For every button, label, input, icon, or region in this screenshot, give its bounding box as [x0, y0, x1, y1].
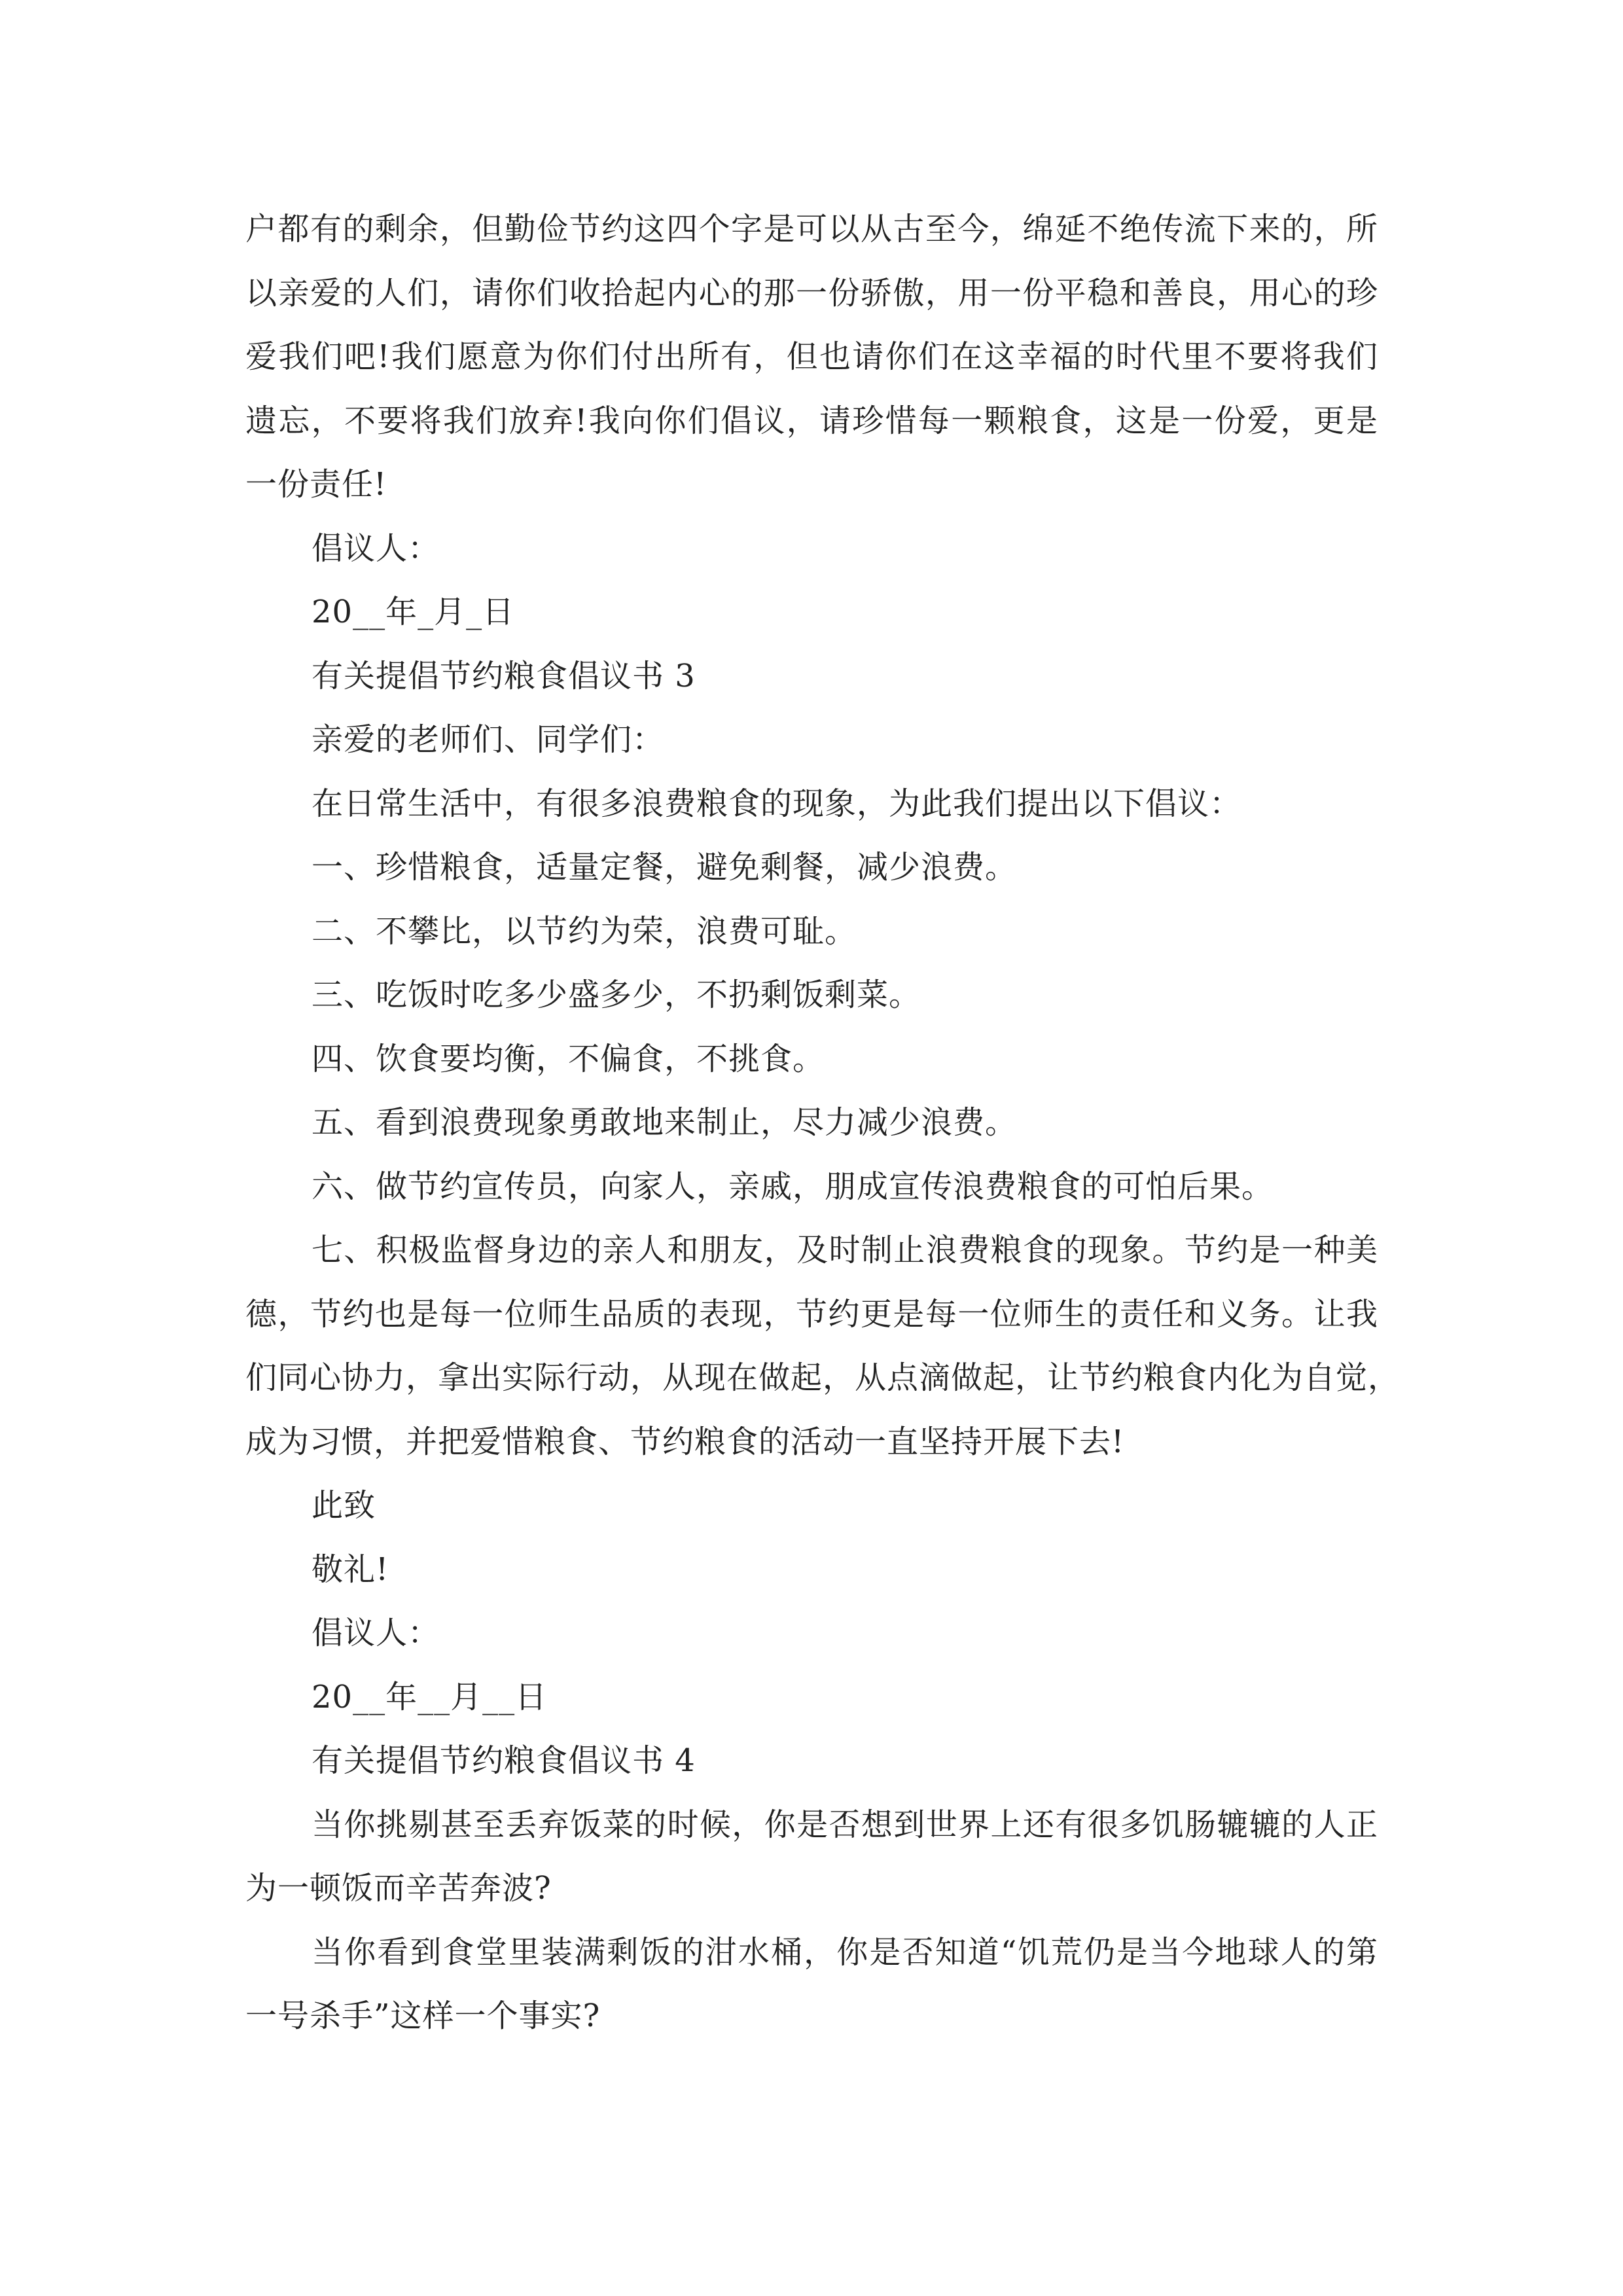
text-line: 以亲爱的人们，请你们收拾起内心的那一份骄傲，用一份平稳和善良，用心的珍 [245, 274, 1378, 312]
text-line: 有关提倡节约粮食倡议书 3 [312, 657, 696, 694]
text-line: 倡议人： [312, 529, 440, 567]
text-line: 爱我们吧!我们愿意为你们付出所有，但也请你们在这幸福的时代里不要将我们 [245, 338, 1378, 375]
text-line: 德，节约也是每一位师生品质的表现，节约更是每一位师生的责任和义务。让我 [245, 1295, 1378, 1333]
text-line: 亲爱的老师们、同学们： [312, 721, 665, 758]
text-line: 三、吃饭时吃多少盛多少，不扔剩饭剩菜。 [312, 977, 921, 1013]
text-line: 20__年__月__日 [312, 1678, 548, 1715]
text-line: 四、饮食要均衡，不偏食，不挑食。 [312, 1040, 825, 1077]
text-line: 遗忘，不要将我们放弃!我向你们倡议，请珍惜每一颗粮食，这是一份爱，更是 [245, 402, 1378, 439]
text-line: 七、积极监督身边的亲人和朋友，及时制止浪费粮食的现象。节约是一种美 [312, 1232, 1378, 1268]
text-line: 六、做节约宣传员，向家人，亲戚，朋成宣传浪费粮食的可怕后果。 [312, 1168, 1274, 1205]
text-line: 有关提倡节约粮食倡议书 4 [312, 1742, 696, 1779]
text-line: 成为习惯，并把爱惜粮食、节约粮食的活动一直坚持开展下去! [245, 1423, 1125, 1460]
text-line: 当你看到食堂里装满剩饭的泔水桶，你是否知道“饥荒仍是当今地球人的第 [312, 1933, 1378, 1971]
text-line: 敬礼! [312, 1551, 389, 1588]
text-line: 们同心协力，拿出实际行动，从现在做起，从点滴做起，让节约粮食内化为自觉， [245, 1359, 1400, 1396]
text-line: 二、不攀比，以节约为荣，浪费可耻。 [312, 912, 857, 950]
text-line: 在日常生活中，有很多浪费粮食的现象，为此我们提出以下倡议： [312, 785, 1242, 822]
text-line: 一号杀手”这样一个事实? [245, 1998, 601, 2034]
text-line: 倡议人： [312, 1615, 440, 1651]
text-line: 当你挑剔甚至丢弃饭菜的时候，你是否想到世界上还有很多饥肠辘辘的人正 [312, 1806, 1378, 1843]
text-line: 户都有的剩余，但勤俭节约这四个字是可以从古至今，绵延不绝传流下来的，所 [245, 211, 1378, 247]
text-line: 为一顿饭而辛苦奔波? [245, 1870, 552, 1907]
text-line: 五、看到浪费现象勇敢地来制止，尽力减少浪费。 [312, 1104, 1018, 1141]
text-line: 一份责任! [245, 466, 387, 503]
text-line: 20__年_月_日 [312, 594, 515, 630]
text-line: 此致 [312, 1487, 376, 1524]
document-body [245, 198, 1400, 2049]
text-line: 一、珍惜粮食，适量定餐，避免剩餐，减少浪费。 [312, 849, 1018, 886]
